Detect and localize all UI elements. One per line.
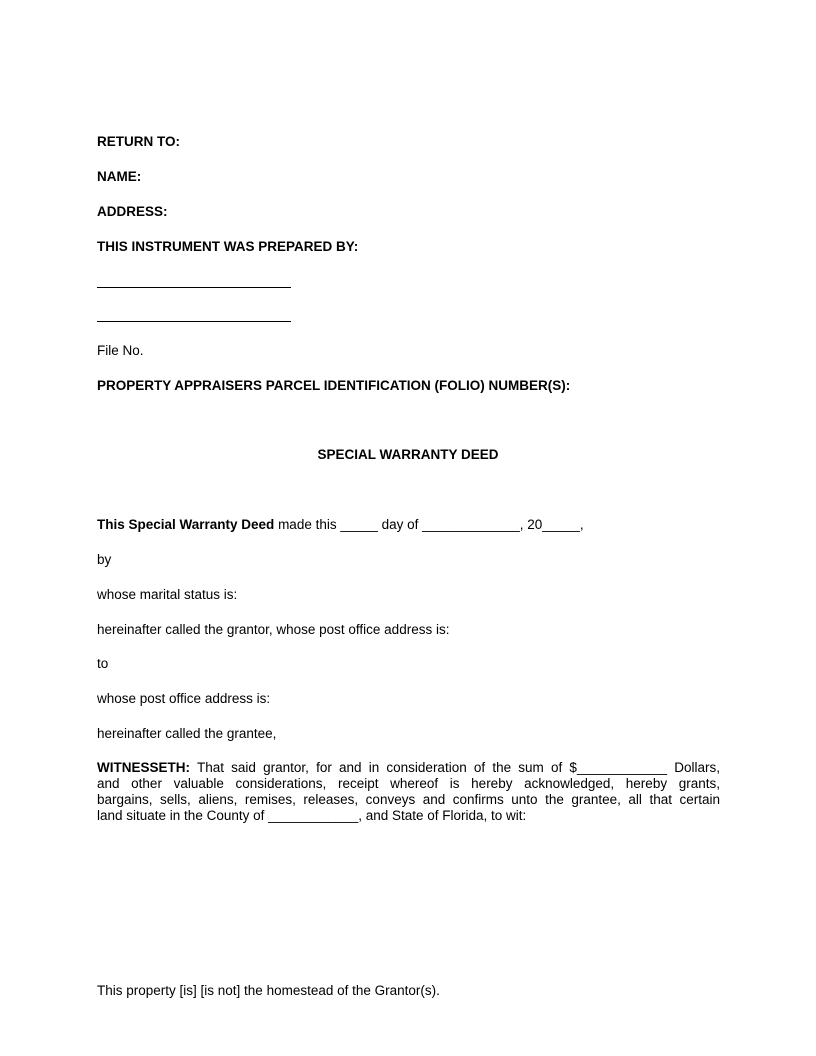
prepared-by-label: THIS INSTRUMENT WAS PREPARED BY: <box>97 239 359 254</box>
grantee-address-label: whose post office address is: <box>97 691 271 706</box>
witnesseth-row-1 <box>97 760 720 776</box>
witnesseth-line-3: bargains, sells, aliens, remises, releases, conveys and confirms unto the grantee, all that certain <box>97 792 720 807</box>
witnesseth-paragraph <box>97 760 720 824</box>
witnesseth-line-4: land situate in the County of ____________, and State of Florida, to wit: <box>97 808 527 823</box>
grantor-label: hereinafter called the grantor, whose post office address is: <box>97 622 450 637</box>
marital-status-label: whose marital status is: <box>97 587 238 602</box>
grantee-label: hereinafter called the grantee, <box>97 726 277 741</box>
homestead-statement: This property [is] [is not] the homestead of the Grantor(s). <box>97 983 440 998</box>
to-label: to <box>97 656 109 671</box>
preparer-signature-line-2 <box>97 321 291 322</box>
name-label: NAME: <box>97 169 142 184</box>
preparer-signature-line-1 <box>97 287 291 288</box>
witnesseth-line-1: That said grantor, for and in consideration of the sum of $____________ Dollars, <box>190 760 720 775</box>
witnesseth-label: WITNESSETH: <box>97 760 190 775</box>
deed-made-rest: made this _____ day of _____________, 20_____, <box>274 517 584 532</box>
deed-made-lead: This Special Warranty Deed <box>97 517 275 532</box>
deed-made-line <box>97 517 584 533</box>
parcel-id-label: PROPERTY APPRAISERS PARCEL IDENTIFICATION (FOLIO) NUMBER(S): <box>97 378 571 393</box>
by-label: by <box>97 552 112 567</box>
return-to-label: RETURN TO: <box>97 134 180 149</box>
file-number-label: File No. <box>97 343 144 358</box>
address-label: ADDRESS: <box>97 204 168 219</box>
witnesseth-line-2: and other valuable considerations, receipt whereof is hereby acknowledged, hereby grants, <box>97 776 720 791</box>
page-title: SPECIAL WARRANTY DEED <box>317 447 499 462</box>
